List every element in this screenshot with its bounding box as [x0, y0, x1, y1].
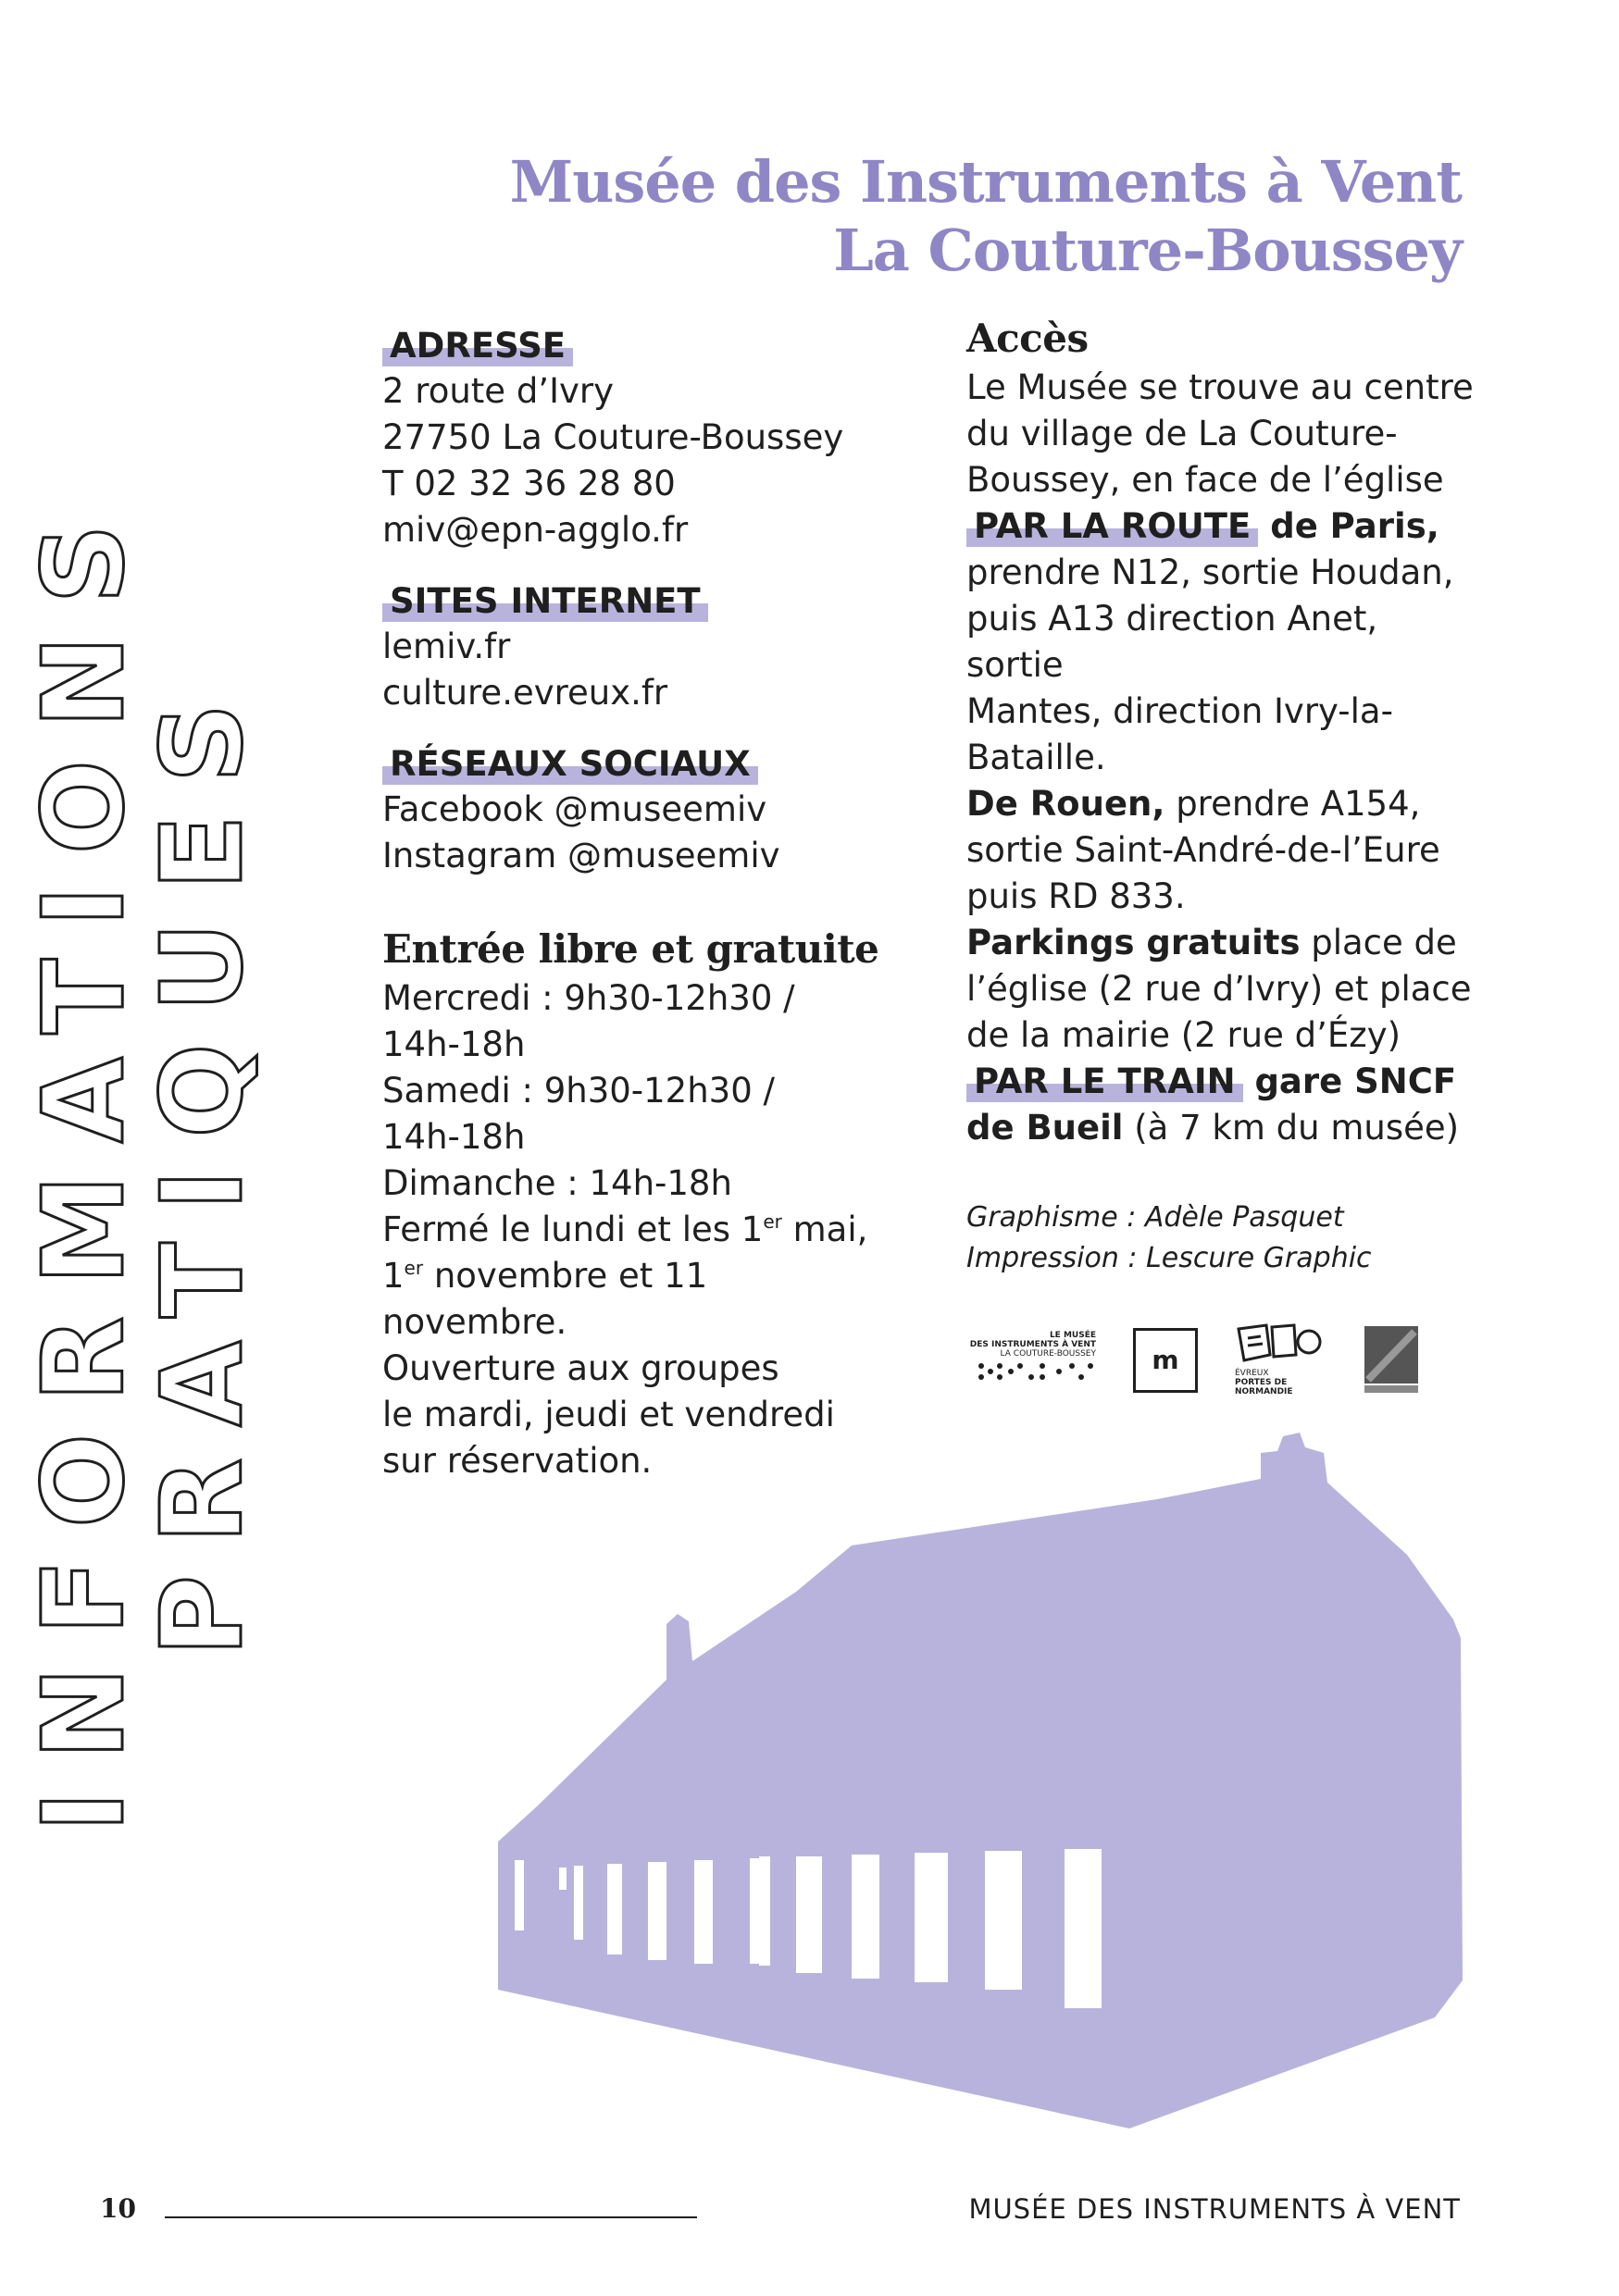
vertical-title-informations: INFORMATIONS	[20, 492, 149, 1832]
rouen-detail: sortie Saint-André-de-l’Eure	[966, 830, 1440, 870]
adresse-line: 27750 La Couture-Boussey	[382, 417, 844, 457]
acces-intro-line: du village de La Couture-	[966, 414, 1398, 453]
department-emblem-icon	[1364, 1326, 1418, 1395]
museum-building-illustration	[481, 1425, 1481, 2169]
rouen-line: De Rouen, prendre A154,	[966, 784, 1421, 824]
hours-line: 14h-18h	[382, 1024, 526, 1064]
page-title	[510, 148, 1462, 285]
hours-line: 14h-18h	[382, 1117, 526, 1157]
m-logo: m	[1133, 1328, 1198, 1393]
social-handle: Instagram @museemiv	[382, 836, 780, 875]
closed-days-line: 1er novembre et 11 novembre.	[382, 1256, 708, 1342]
groups-line: le mardi, jeudi et vendredi	[382, 1395, 835, 1434]
parkings-line: Parkings gratuits place de	[966, 923, 1457, 962]
title-line-2: La Couture-Boussey	[833, 217, 1462, 284]
entree-heading: Entrée libre et gratuite	[382, 926, 879, 972]
credit-line: Impression : Lescure Graphic	[966, 1242, 1372, 1274]
route-label: PAR LA ROUTE	[966, 504, 1258, 549]
email-link[interactable]: miv@epn-agglo.fr	[382, 510, 689, 550]
route-detail: puis A13 direction Anet, sortie	[966, 599, 1378, 685]
dots-icon	[976, 1359, 1096, 1386]
rouen-detail: puis RD 833.	[966, 876, 1186, 916]
page-number: 10	[100, 2193, 136, 2224]
website-link[interactable]: culture.evreux.fr	[382, 673, 668, 713]
train-detail: de Bueil (à 7 km du musée)	[966, 1108, 1460, 1148]
entree-section	[382, 925, 901, 1484]
building-silhouette-icon	[481, 1425, 1481, 2166]
department-logo	[1364, 1326, 1418, 1395]
miv-logo: LE MUSÉE DES INSTRUMENTS À VENT LA COUTURE-BOUSSEY	[966, 1331, 1096, 1389]
adresse-section	[382, 324, 901, 553]
evreux-logo: ÉVREUX PORTES DE NORMANDIE	[1235, 1323, 1327, 1396]
sites-section	[382, 579, 901, 716]
left-column	[382, 324, 901, 1510]
right-column	[966, 315, 1485, 1396]
footer-title: MUSÉE DES INSTRUMENTS À VENT	[968, 2193, 1461, 2225]
vertical-title-pratiques: PRATIQUES	[139, 671, 268, 1657]
social-handle: Facebook @museemiv	[382, 789, 767, 829]
parkings-detail: l’église (2 rue d’Ivry) et place	[966, 969, 1472, 1009]
title-line-1: Musée des Instruments à Vent	[509, 148, 1462, 216]
credit-line: Graphisme : Adèle Pasquet	[966, 1201, 1344, 1234]
train-line: PAR LE TRAIN gare SNCF	[966, 1059, 1485, 1105]
route-line: PAR LA ROUTE de Paris,	[966, 503, 1485, 550]
acces-heading: Accès	[966, 316, 1089, 361]
route-detail: prendre N12, sortie Houdan,	[966, 552, 1454, 592]
website-link[interactable]: lemiv.fr	[382, 627, 511, 666]
route-detail: Mantes, direction Ivry-la-	[966, 691, 1393, 731]
page-footer	[100, 2193, 1461, 2240]
closed-days-line: Fermé le lundi et les 1er mai,	[382, 1210, 868, 1249]
parkings-detail: de la mairie (2 rue d’Ézy)	[966, 1015, 1401, 1055]
groups-line: sur réservation.	[382, 1441, 653, 1481]
footer-rule	[165, 2216, 697, 2218]
acces-intro-line: Le Musée se trouve au centre	[966, 367, 1474, 407]
phone-number: T 02 32 36 28 80	[382, 464, 676, 503]
route-detail: Bataille.	[966, 738, 1106, 777]
reseaux-section	[382, 742, 901, 879]
hours-line: Samedi : 9h30-12h30 /	[382, 1071, 775, 1111]
adresse-label: ADRESSE	[382, 324, 573, 368]
train-label: PAR LE TRAIN	[966, 1060, 1243, 1104]
hours-line: Dimanche : 14h-18h	[382, 1163, 732, 1203]
credits	[966, 1198, 1485, 1279]
partner-logos	[966, 1323, 1485, 1396]
hours-line: Mercredi : 9h30-12h30 /	[382, 978, 795, 1018]
reseaux-label: RÉSEAUX SOCIAUX	[382, 742, 758, 787]
groups-line: Ouverture aux groupes	[382, 1348, 779, 1388]
acces-intro-line: Boussey, en face de l’église	[966, 460, 1444, 500]
sites-label: SITES INTERNET	[382, 579, 708, 624]
evreux-shield-icon	[1235, 1323, 1324, 1366]
adresse-line: 2 route d’Ivry	[382, 371, 614, 411]
